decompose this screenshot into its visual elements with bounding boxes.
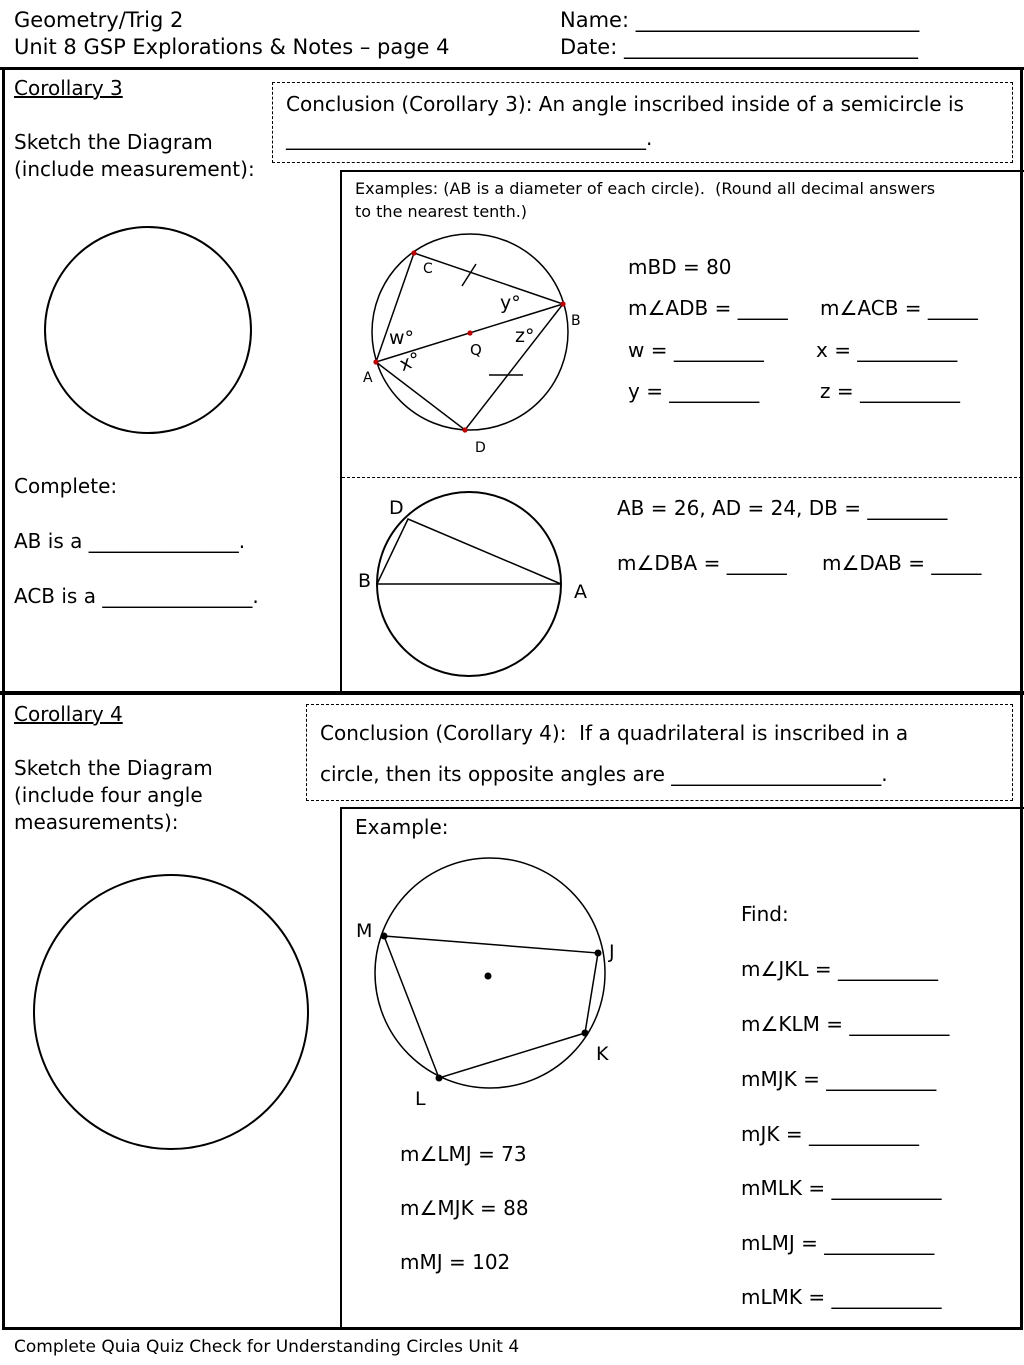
given-mmj: mMJ = 102 xyxy=(400,1250,511,1274)
ex1-q-x: x = __________ xyxy=(816,338,958,362)
ex2-label-d: D xyxy=(389,497,404,519)
ex2-label-b: B xyxy=(358,570,372,592)
footer-note: Complete Quia Quiz Check for Understanding Circles Unit 4 xyxy=(14,1337,520,1357)
given-mlmj: m∠LMJ = 73 xyxy=(400,1142,527,1166)
corollary4-sketch-line3: measurements): xyxy=(14,810,179,834)
examples3-instructions-line2: to the nearest tenth.) xyxy=(355,202,528,221)
ex1-label-y: y° xyxy=(500,292,521,314)
ex1-given: mBD = 80 xyxy=(628,255,732,279)
acb-blank: ACB is a _______________. xyxy=(14,584,259,608)
ex1-label-b: B xyxy=(571,313,581,329)
example2-diagram xyxy=(377,492,561,676)
ex4-label-j: J xyxy=(609,941,615,963)
course-title: Geometry/Trig 2 xyxy=(14,8,184,32)
ex4-label-k: K xyxy=(596,1043,609,1065)
find-mlk: mMLK = ___________ xyxy=(741,1176,942,1200)
date-field: Date: ____________________________ xyxy=(560,35,918,59)
sketch-circle-corollary3 xyxy=(45,227,251,433)
find-klm: m∠KLM = __________ xyxy=(741,1012,950,1036)
ex1-q-y: y = _________ xyxy=(628,379,760,403)
ex1-q-madb: m∠ADB = _____ xyxy=(628,296,788,320)
examples3-instructions-line1: Examples: (AB is a diameter of each circle). (Round all decimal answers xyxy=(355,179,936,198)
conclusion3-line2: ____________________________________. xyxy=(286,126,653,150)
corollary4-heading: Corollary 4 xyxy=(14,702,123,726)
find-jkl: m∠JKL = __________ xyxy=(741,957,939,981)
conclusion4-line2: circle, then its opposite angles are _____________________. xyxy=(320,762,888,786)
ex1-label-a: A xyxy=(363,370,373,386)
corollary4-sketch-line1: Sketch the Diagram xyxy=(14,756,213,780)
find-jk: mJK = ___________ xyxy=(741,1122,919,1146)
find-mjk: mMJK = ___________ xyxy=(741,1067,937,1091)
ex1-label-w: w° xyxy=(389,327,415,349)
find-lmj: mLMJ = ___________ xyxy=(741,1231,935,1255)
ex1-q-z: z = __________ xyxy=(820,379,960,403)
ex1-label-z: z° xyxy=(515,325,535,347)
given-mmjk: m∠MJK = 88 xyxy=(400,1196,529,1220)
complete-label: Complete: xyxy=(14,474,118,498)
find-lmk: mLMK = ___________ xyxy=(741,1285,942,1309)
corollary3-heading: Corollary 3 xyxy=(14,76,123,100)
ex1-label-x: x° xyxy=(396,348,424,376)
ex1-q-macb: m∠ACB = _____ xyxy=(820,296,978,320)
example4-label: Example: xyxy=(355,815,449,839)
ex1-label-q: Q xyxy=(470,341,482,359)
ex2-q-mdab: m∠DAB = _____ xyxy=(822,551,982,575)
example4-diagram xyxy=(375,858,605,1088)
sketch-circle-corollary4 xyxy=(34,875,308,1149)
ex4-label-m: M xyxy=(356,920,373,942)
ex1-label-c: C xyxy=(423,261,433,277)
ex4-label-l: L xyxy=(415,1088,426,1110)
conclusion4-line1: Conclusion (Corollary 4): If a quadrilateral is inscribed in a xyxy=(320,721,909,745)
ex2-label-a: A xyxy=(574,581,587,603)
corollary3-sketch-line2: (include measurement): xyxy=(14,157,255,181)
find-label: Find: xyxy=(741,902,789,926)
ex1-q-w: w = _________ xyxy=(628,338,764,362)
corollary3-sketch-line1: Sketch the Diagram xyxy=(14,130,213,154)
ex2-q-mdba: m∠DBA = ______ xyxy=(617,551,787,575)
conclusion3-line1: Conclusion (Corollary 3): An angle inscribed inside of a semicircle is xyxy=(286,92,964,116)
ex2-given: AB = 26, AD = 24, DB = ________ xyxy=(617,496,948,520)
ab-blank: AB is a _______________. xyxy=(14,529,246,553)
corollary4-sketch-line2: (include four angle xyxy=(14,783,203,807)
unit-title: Unit 8 GSP Explorations & Notes – page 4 xyxy=(14,35,450,59)
name-field: Name: ___________________________ xyxy=(560,8,920,32)
ex1-label-d: D xyxy=(475,440,486,456)
